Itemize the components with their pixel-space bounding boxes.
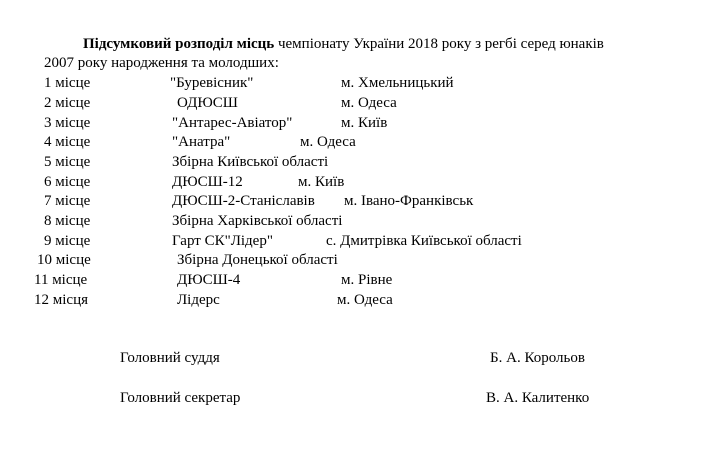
chief-secretary-name: В. А. Калитенко [486,390,590,406]
city: м. Рівне [341,272,393,288]
chief-judge-label: Головний суддя [120,350,220,366]
place: 10 місце [37,252,91,268]
city: м. Івано-Франківськ [344,193,474,209]
place: 12 місця [34,292,88,308]
team: Лідерс [177,292,220,308]
city: с. Дмитрівка Київської області [326,233,522,249]
place: 6 місце [44,174,91,190]
team: Збірна Харківської області [172,213,343,229]
place: 9 місце [44,233,91,249]
place: 3 місце [44,115,91,131]
team: "Антарес-Авіатор" [172,115,293,131]
chief-secretary-label: Головний секретар [120,390,241,406]
city: м. Київ [341,115,388,131]
heading-line-2: 2007 року народження та молодших: [44,55,279,71]
city: м. Одеса [337,292,393,308]
city: м. Одеса [300,134,356,150]
heading-bold: Підсумковий розподіл місць [83,36,275,52]
chief-judge-name: Б. А. Корольов [490,350,585,366]
team: "Анатра" [172,134,231,150]
place: 7 місце [44,193,91,209]
heading-rest: чемпіонату України 2018 року з регбі серед юнаків [274,36,604,52]
city: м. Хмельницький [341,75,454,91]
team: ДЮСШ-4 [177,272,241,288]
team: Збірна Київської області [172,154,329,170]
place: 11 місце [34,272,88,288]
document-heading [83,35,604,54]
team: Збірна Донецької області [177,252,338,268]
team: Гарт СК"Лідер" [172,233,273,249]
city: м. Київ [298,174,345,190]
team: "Буревісник" [170,75,254,91]
place: 2 місце [44,95,91,111]
place: 5 місце [44,154,91,170]
place: 8 місце [44,213,91,229]
team: ОДЮСШ [177,95,238,111]
city: м. Одеса [341,95,397,111]
team: ДЮСШ-2-Станіславів [172,193,315,209]
place: 1 місце [44,75,91,91]
team: ДЮСШ-12 [172,174,243,190]
place: 4 місце [44,134,91,150]
